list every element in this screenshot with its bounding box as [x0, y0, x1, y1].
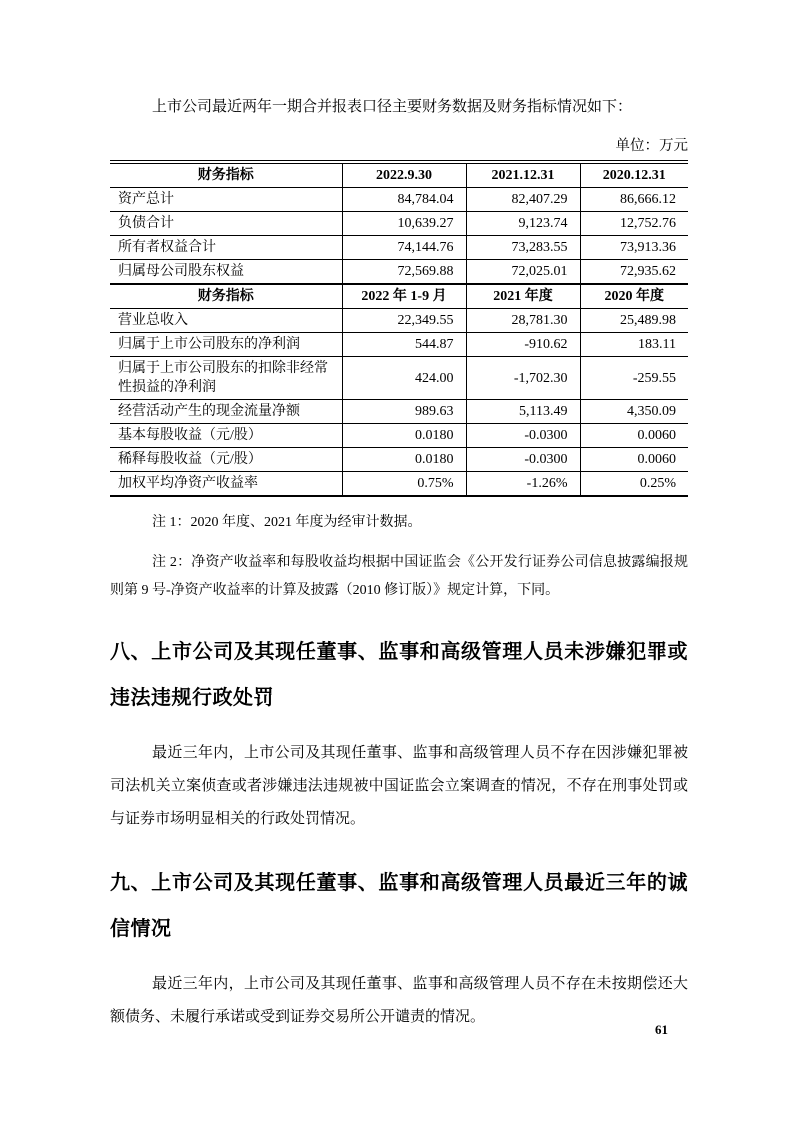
indicator-label: 归属于上市公司股东的扣除非经常性损益的净利润: [110, 357, 342, 400]
indicator-value: 73,913.36: [580, 236, 688, 260]
indicator-value: 72,025.01: [466, 260, 580, 285]
indicator-value: 5,113.49: [466, 400, 580, 424]
table-header-row: [110, 162, 688, 188]
indicator-value: -0.0300: [466, 448, 580, 472]
indicator-value: 28,781.30: [466, 309, 580, 333]
indicator-value: -259.55: [580, 357, 688, 400]
column-header: 2022 年 1-9 月: [342, 284, 466, 309]
indicator-label: 负债合计: [110, 212, 342, 236]
indicator-label: 所有者权益合计: [110, 236, 342, 260]
indicator-value: 86,666.12: [580, 188, 688, 212]
indicator-value: 72,569.88: [342, 260, 466, 285]
indicator-value: 0.0060: [580, 448, 688, 472]
indicator-value: -910.62: [466, 333, 580, 357]
table-row: [110, 472, 688, 497]
column-header: 2020 年度: [580, 284, 688, 309]
table-row: [110, 357, 688, 400]
column-header: 财务指标: [110, 162, 342, 188]
column-header: 2021 年度: [466, 284, 580, 309]
column-header: 2021.12.31: [466, 162, 580, 188]
indicator-label: 经营活动产生的现金流量净额: [110, 400, 342, 424]
table-row: [110, 236, 688, 260]
column-header: 2022.9.30: [342, 162, 466, 188]
table-row: [110, 188, 688, 212]
unit-label: 单位：万元: [615, 138, 688, 154]
indicator-value: 9,123.74: [466, 212, 580, 236]
table-row: [110, 333, 688, 357]
indicator-label: 归属母公司股东权益: [110, 260, 342, 285]
indicator-value: -0.0300: [466, 424, 580, 448]
section-9-paragraph: 最近三年内，上市公司及其现任董事、监事和高级管理人员不存在未按期偿还大额债务、未履行承诺或受到证券交易所公开谴责的情况。: [110, 976, 688, 1025]
indicator-value: 10,639.27: [342, 212, 466, 236]
table-note-1: 注 1：2020 年度、2021 年度为经审计数据。: [152, 515, 422, 530]
column-header: 2020.12.31: [580, 162, 688, 188]
indicator-label: 稀释每股收益（元/股）: [110, 448, 342, 472]
financial-indicators-table: [110, 160, 688, 497]
indicator-label: 资产总计: [110, 188, 342, 212]
indicator-value: 4,350.09: [580, 400, 688, 424]
section-8-paragraph: 最近三年内，上市公司及其现任董事、监事和高级管理人员不存在因涉嫌犯罪被司法机关立案侦查或者涉嫌违法违规被中国证监会立案调查的情况，不存在刑事处罚或与证券市场明显相关的行政处罚情况。: [110, 745, 688, 827]
indicator-value: 25,489.98: [580, 309, 688, 333]
table-row: [110, 260, 688, 285]
table-note-2: 注 2：净资产收益率和每股收益均根据中国证监会《公开发行证券公司信息披露编报规则第 9 号-净资产收益率的计算及披露（2010 修订版）》规定计算，下同。: [110, 555, 688, 598]
indicator-label: 基本每股收益（元/股）: [110, 424, 342, 448]
intro-text: 上市公司最近两年一期合并报表口径主要财务数据及财务指标情况如下：: [152, 99, 633, 115]
indicator-value: 0.75%: [342, 472, 466, 497]
page-number: 61: [655, 1022, 668, 1037]
section-8-heading: 八、上市公司及其现任董事、监事和高级管理人员未涉嫌犯罪或违法违规行政处罚: [110, 641, 688, 709]
section-9-heading: 九、上市公司及其现任董事、监事和高级管理人员最近三年的诚信情况: [110, 872, 688, 940]
indicator-value: 82,407.29: [466, 188, 580, 212]
indicator-value: 183.11: [580, 333, 688, 357]
indicator-value: 0.0180: [342, 448, 466, 472]
table-row: [110, 448, 688, 472]
indicator-value: -1.26%: [466, 472, 580, 497]
table-row: [110, 424, 688, 448]
indicator-value: 12,752.76: [580, 212, 688, 236]
indicator-label: 营业总收入: [110, 309, 342, 333]
table-header-row: [110, 284, 688, 309]
indicator-value: 424.00: [342, 357, 466, 400]
indicator-value: 84,784.04: [342, 188, 466, 212]
column-header: 财务指标: [110, 284, 342, 309]
table-row: [110, 400, 688, 424]
indicator-value: 0.0180: [342, 424, 466, 448]
indicator-value: 22,349.55: [342, 309, 466, 333]
indicator-label: 加权平均净资产收益率: [110, 472, 342, 497]
indicator-value: 544.87: [342, 333, 466, 357]
indicator-value: 0.25%: [580, 472, 688, 497]
indicator-value: 74,144.76: [342, 236, 466, 260]
indicator-value: 72,935.62: [580, 260, 688, 285]
indicator-label: 归属于上市公司股东的净利润: [110, 333, 342, 357]
table-row: [110, 212, 688, 236]
indicator-value: 989.63: [342, 400, 466, 424]
table-row: [110, 309, 688, 333]
indicator-value: 73,283.55: [466, 236, 580, 260]
indicator-value: -1,702.30: [466, 357, 580, 400]
indicator-value: 0.0060: [580, 424, 688, 448]
